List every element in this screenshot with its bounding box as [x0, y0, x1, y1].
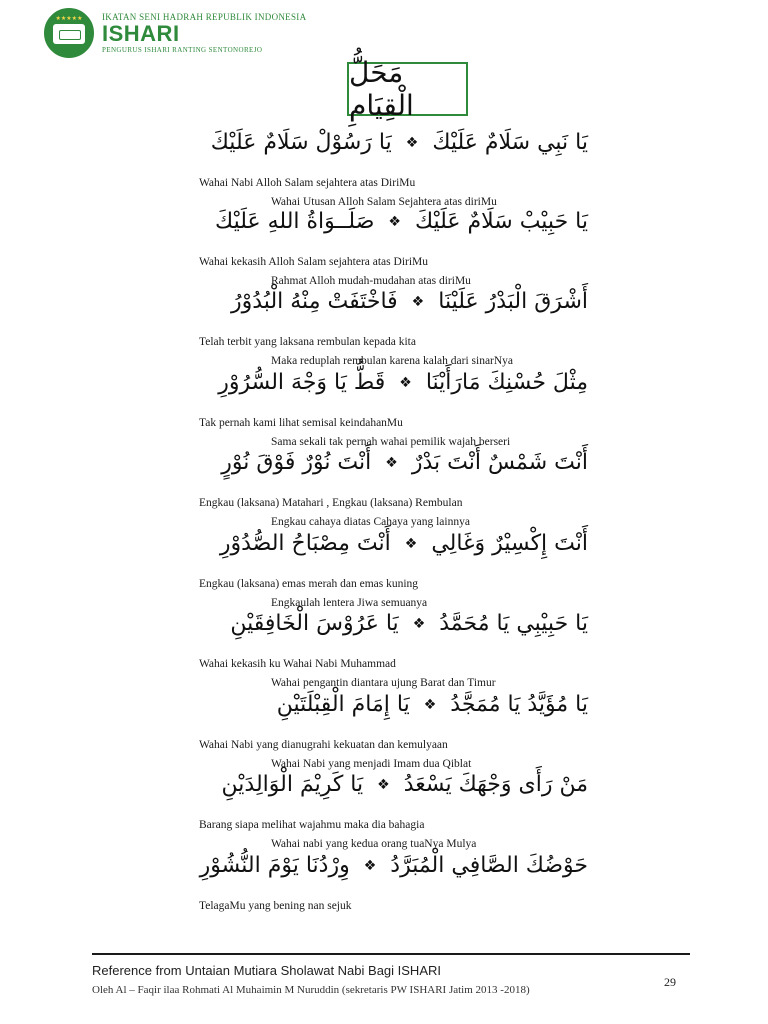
translation-line-2: Wahai pengantin diantara ujung Barat dan Timur	[271, 677, 496, 689]
translation-line-1: Tak pernah kami lihat semisal keindahanMu	[199, 417, 403, 429]
separator-icon: ❖	[404, 536, 418, 552]
translation-line-2: Maka reduplah rembulan karena kalah dari sinarNya	[271, 355, 514, 367]
arabic-verse	[168, 611, 588, 636]
arabic-verse-right: يَا إِمَامَ الْقِبْلَتَيْنِ	[276, 692, 410, 717]
translation-line-2: Wahai Nabi yang menjadi Imam dua Qiblat	[271, 758, 472, 770]
arabic-verse	[168, 772, 588, 797]
arabic-verse-left: يَا حَبِيْبِي يَا مُحَمَّدُ	[439, 611, 588, 636]
arabic-verse	[168, 289, 588, 314]
arabic-verse	[168, 370, 588, 395]
translation-line-1: Wahai kekasih Alloh Salam sejahtera atas DiriMu	[199, 256, 429, 268]
org-full-name: IKATAN SENI HADRAH REPUBLIK INDONESIA	[102, 12, 307, 22]
translation-line-1: Barang siapa melihat wajahmu maka dia bahagia	[199, 819, 425, 831]
arabic-verse-left: أَشْرَقَ الْبَدْرُ عَلَيْنَا	[438, 289, 588, 314]
arabic-verse-left: أَنْتَ إِكْسِيْرٌ وَغَالِي	[431, 531, 588, 556]
arabic-verse	[168, 209, 588, 234]
separator-icon: ❖	[423, 697, 437, 713]
translation-line-2: Engkaulah lentera Jiwa semuanya	[271, 597, 428, 609]
arabic-verse-left: مَنْ رَأَى وَجْهَكَ يَسْعَدُ	[403, 772, 588, 797]
translation-line-1: Engkau (laksana) Matahari , Engkau (laksana) Rembulan	[199, 497, 463, 509]
arabic-verse-right: أَنْتَ نُوْرٌ فَوْقَ نُوْرٍ	[221, 450, 372, 475]
translation-line-2: Rahmat Alloh mudah-mudahan atas diriMu	[271, 275, 471, 287]
translation-line-2: Wahai nabi yang kedua orang tuaNya Mulya	[271, 838, 477, 850]
ishari-logo-icon: ★★★★★	[44, 8, 94, 58]
separator-icon: ❖	[411, 294, 425, 310]
arabic-verse-right: يَا عَرُوْسَ الْخَافِقَيْنِ	[230, 611, 399, 636]
arabic-verse-left: يَا حَبِيْبْ سَلَامٌ عَلَيْكَ	[414, 209, 588, 234]
page-number: 29	[664, 975, 676, 989]
arabic-verse-right: أَنْتَ مِصْبَاحُ الصُّدُوْرِ	[219, 531, 391, 556]
footer-reference: Reference from Untaian Mutiara Sholawat Nabi Bagi ISHARI	[92, 963, 441, 978]
arabic-verse-right: يَا كَرِيْمَ الْوَالِدَيْنِ	[221, 772, 364, 797]
arabic-verse-right: وِرْدُنَا يَوْمَ النُّشُوْرِ	[199, 853, 350, 878]
arabic-verse	[168, 853, 588, 878]
footer-author: Oleh Al – Faqir ilaa Rohmati Al Muhaimin M Nuruddin (sekretaris PW ISHARI Jatim 2013 -2018)	[92, 984, 530, 996]
arabic-verse-left: يَا نَبِي سَلَامٌ عَلَيْكَ	[432, 130, 588, 155]
arabic-verse-right: صَلَــوَاةُ اللهِ عَلَيْكَ	[215, 209, 375, 234]
footer-divider	[92, 953, 690, 955]
translation-line-1: Wahai kekasih ku Wahai Nabi Muhammad	[199, 658, 396, 670]
separator-icon: ❖	[363, 858, 377, 874]
separator-icon: ❖	[405, 135, 419, 151]
arabic-verse-left: مِثْلَ حُسْنِكَ مَارَأَيْنَا	[425, 370, 588, 395]
arabic-verse	[168, 692, 588, 717]
arabic-verse-right: يَا رَسُوْلْ سَلَامٌ عَلَيْكَ	[210, 130, 392, 155]
separator-icon: ❖	[385, 455, 398, 471]
translation-line-1: Wahai Nabi Alloh Salam sejahtera atas DiriMu	[199, 177, 416, 189]
translation-line-1: TelagaMu yang bening nan sejuk	[199, 900, 352, 912]
arabic-verse	[168, 130, 588, 155]
translation-line-2: Engkau cahaya diatas Cahaya yang lainnya	[271, 516, 470, 528]
separator-icon: ❖	[399, 375, 412, 391]
org-name: ISHARI	[102, 21, 180, 46]
arabic-verse-right: فَاخْتَفَتْ مِنْهُ الْبُدُوْرُ	[231, 289, 398, 314]
separator-icon: ❖	[388, 214, 401, 230]
translation-line-1: Wahai Nabi yang dianugrahi kekuatan dan kemulyaan	[199, 739, 448, 751]
translation-line-1: Engkau (laksana) emas merah dan emas kuning	[199, 578, 419, 590]
arabic-verse	[168, 531, 588, 556]
org-branch: PENGURUS ISHARI RANTING SENTONOREJO	[102, 46, 263, 54]
separator-icon: ❖	[377, 777, 390, 793]
arabic-verse	[168, 450, 588, 475]
arabic-verse-left: يَا مُؤَيَّدُ يَا مُمَجَّدُ	[450, 692, 588, 717]
arabic-verse-left: حَوْضُكَ الصَّافِي الْمُبَرَّدُ	[390, 853, 588, 878]
arabic-verse-left: أَنْتَ شَمْسٌ أَنْتَ بَدْرٌ	[411, 450, 588, 475]
arabic-verse-right: قَطُّ يَا وَجْهَ السُّرُوْرِ	[218, 370, 386, 395]
translation-line-2: Wahai Utusan Alloh Salam Sejahtera atas diriMu	[271, 196, 497, 208]
separator-icon: ❖	[412, 616, 426, 632]
translation-line-1: Telah terbit yang laksana rembulan kepada kita	[199, 336, 416, 348]
translation-line-2: Sama sekali tak pernah wahai pemilik wajah berseri	[271, 436, 511, 448]
page-title: مَحَلُّ الْقِيَامِ	[347, 62, 468, 116]
